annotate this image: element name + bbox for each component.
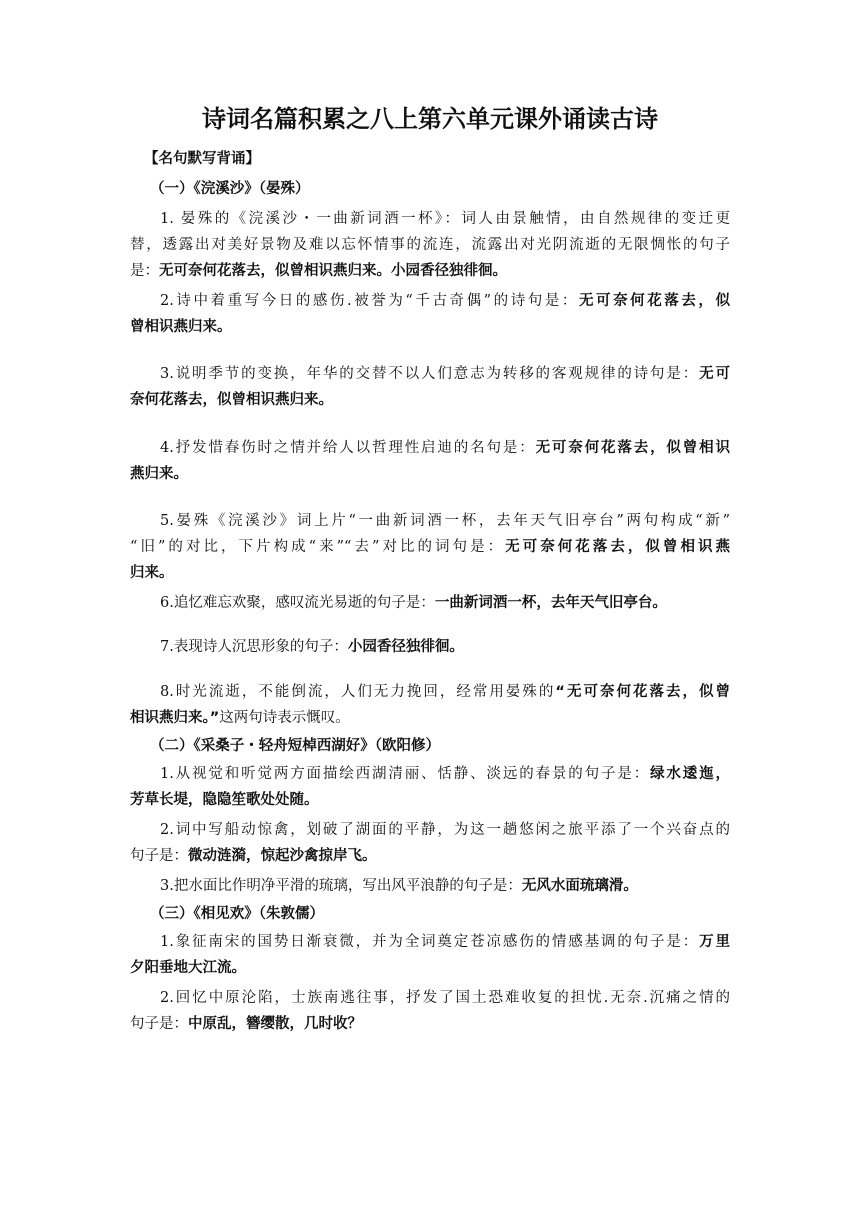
s2-q1-line1: 1.从视觉和听觉两方面描绘西湖清丽、恬静、淡远的春景的句子是：绿水逶迤， (160, 766, 730, 782)
s1-q2-line2: 曾相识燕归来。 (130, 319, 232, 335)
s2-q1-line2: 芳草长堤，隐隐笙歌处处随。 (130, 792, 319, 808)
s1-q2-line1: 2.诗中着重写今日的感伤.被誉为“千古奇偶”的诗句是：无可奈何花落去，似 (160, 293, 730, 309)
s1-q4-line2: 燕归来。 (130, 466, 188, 482)
s1-q6-line1: 6.追忆难忘欢聚，感叹流光易逝的句子是：一曲新词酒一杯，去年天气旧亭台。 (160, 595, 667, 611)
s1-q5-line3: 归来。 (130, 565, 174, 581)
s3-q1-line1: 1.象征南宋的国势日渐衰微，并为全词奠定苍凉感伤的情感基调的句子是：万里 (160, 934, 730, 950)
section-heading-3: （三）《相见欢》（朱敦儒） (150, 906, 324, 922)
s1-q4-line1: 4.抒发惜春伤时之情并给人以哲理性启迪的名句是：无可奈何花落去，似曾相识 (160, 440, 730, 456)
s3-q2-line2: 句子是：中原乱，簪缨散，几时收？ (130, 1016, 362, 1032)
section-heading-main: 【名句默写背诵】 (144, 151, 260, 167)
s1-q5-line2: “旧”的对比，下片构成“来”“去”对比的词句是：无可奈何花落去，似曾相识燕 (130, 539, 730, 555)
s3-q2-line1: 2.回忆中原沦陷，士族南逃往事，抒发了国土恐难收复的担忧.无奈.沉痛之情的 (160, 990, 730, 1006)
s1-q5-line1: 5.晏殊《浣溪沙》词上片“一曲新词酒一杯，去年天气旧亭台”两句构成“新” (160, 513, 730, 529)
section-heading-2: （二）《采桑子・轻舟短棹西湖好》（欧阳修） (150, 738, 440, 754)
s1-q1-line3: 是：无可奈何花落去，似曾相识燕归来。小园香径独徘徊。 (130, 263, 507, 279)
s1-q8-line2: 相识燕归来。”这两句诗表示慨叹。 (130, 710, 350, 726)
s2-q3-line1: 3.把水面比作明净平滑的琉璃，写出风平浪静的句子是：无风水面琉璃滑。 (160, 878, 638, 894)
s1-q3-line2: 奈何花落去，似曾相识燕归来。 (130, 392, 333, 408)
s1-q1-line1: 1. 晏殊的《浣溪沙・一曲新词酒一杯》：词人由景触情，由自然规律的变迁更 (160, 211, 730, 227)
s2-q2-line1: 2.词中写船动惊禽，划破了湖面的平静，为这一趟悠闲之旅平添了一个兴奋点的 (160, 822, 730, 838)
s1-q1-line2: 替，透露出对美好景物及难以忘怀情事的流连，流露出对光阴流逝的无限惆怅的句子 (130, 237, 730, 253)
section-heading-1: （一）《浣溪沙》（晏殊） (150, 181, 310, 197)
s1-q7-line1: 7.表现诗人沉思形象的句子：小园香径独徘徊。 (160, 639, 464, 655)
s1-q3-line1: 3.说明季节的变换，年华的交替不以人们意志为转移的客观规律的诗句是：无可 (160, 366, 730, 382)
s1-q1-answer: 无可奈何花落去，似曾相识燕归来。小园香径独徘徊。 (159, 263, 507, 279)
s3-q1-line2: 夕阳垂地大江流。 (130, 960, 246, 976)
s1-q8-line1: 8.时光流逝，不能倒流，人们无力挽回，经常用晏殊的“无可奈何花落去，似曾 (160, 684, 730, 700)
page-title: 诗词名篇积累之八上第六单元课外诵读古诗 (202, 105, 658, 133)
s2-q2-line2: 句子是：微动涟漪，惊起沙禽掠岸飞。 (130, 848, 377, 864)
